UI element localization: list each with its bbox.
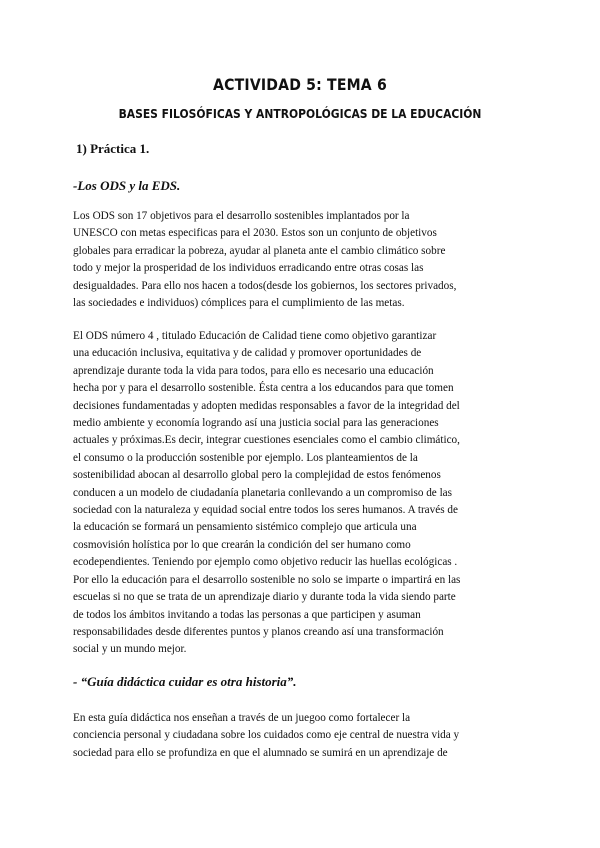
text-line: responsabilidades desde diferentes puntos y planos creando así una transformación	[73, 625, 444, 638]
text-line: actuales y próximas.Es decir, integrar cuestiones esenciales como el cambio climático,	[73, 434, 460, 447]
text-line: sociedad para ello se profundiza en que el alumnado se sumirá en un aprendizaje de	[73, 746, 448, 759]
text-line: UNESCO con metas especificas para el 2030. Estos son un conjunto de objetivos	[73, 227, 437, 240]
text-line: aprendizaje durante toda la vida para todos, para ello es necesario una educación	[73, 364, 434, 377]
text-line: globales para erradicar la pobreza, ayudar al planeta ante el cambio climático sobre	[73, 244, 446, 257]
text-line: ecodependientes. Teniendo por ejemplo como objetivo reducir las huellas ecológicas .	[73, 556, 458, 569]
text-line: social y un mundo mejor.	[73, 643, 187, 656]
text-line: medio ambiente y economía logrando así una justicia social para las generaciones	[73, 417, 439, 430]
text-line: desigualdades. Para ello nos hacen a todos(desde los gobiernos, los sectores privados,	[73, 279, 457, 292]
text-line: sostenibilidad abocan al desarrollo global pero la complejidad de estos fenómenos	[73, 469, 441, 482]
text-line: Por ello la educación para el desarrollo sostenible no solo se imparte o impartirá en las	[73, 573, 461, 586]
text-line: una educación inclusiva, equitativa y de calidad y promover oportunidades de	[73, 347, 422, 360]
document-subtitle: BASES FILOSÓFICAS Y ANTROPOLÓGICAS DE LA EDUCACIÓN	[118, 106, 482, 121]
paragraph-guia	[73, 710, 531, 762]
text-line: conciencia personal y ciudadana sobre los cuidados como eje central de nuestra vida y	[73, 729, 460, 742]
text-line: las sociedades e individuos) cómplices para el cumplimiento de las metas.	[73, 297, 405, 310]
text-line: escuelas si no que se trata de un aprendizaje diario y durante toda la vida siendo parte	[73, 591, 456, 604]
text-line: conducen a un modelo de ciudadanía planetaria conllevando a un compromiso de las	[73, 486, 452, 499]
text-line: Los ODS son 17 objetivos para el desarrollo sostenibles implantados por la	[73, 210, 410, 222]
section-heading-practica: 1) Práctica 1.	[76, 141, 150, 156]
section-heading-ods: -Los ODS y la EDS.	[73, 178, 181, 193]
text-line: cosmovisión holística por lo que crearán la condición del ser humano como	[73, 538, 411, 551]
text-line: El ODS número 4 , titulado Educación de Calidad tiene como objetivo garantizar	[73, 330, 437, 342]
text-line: En esta guía didáctica nos enseñan a través de un juegoo como fortalecer la	[73, 712, 411, 724]
document-title: ACTIVIDAD 5: TEMA 6	[213, 75, 387, 94]
text-line: de todos los ámbitos invitando a todas las personas a que participen y asuman	[73, 608, 421, 621]
text-line: hecha por y para el desarrollo sostenible. Ésta centra a los educandos para que tomen	[73, 382, 454, 395]
text-line: decisiones fundamentadas y adopten medidas responsables a favor de la integridad del	[73, 399, 460, 412]
text-line: el consumo o la producción sostenible por ejemplo. Los planteamientos de la	[73, 451, 418, 464]
paragraph-ods4	[73, 328, 531, 659]
text-line: todo y mejor la prosperidad de los individuos erradicando entre otras cosas las	[73, 262, 424, 275]
text-line: la educación se formará un pensamiento sistémico complejo que articula una	[73, 521, 417, 534]
section-heading-guia: - “Guía didáctica cuidar es otra historia”.	[73, 674, 297, 689]
text-line: sociedad con la naturaleza y equidad social entre todos los seres humanos. A través de	[73, 504, 458, 517]
paragraph-ods-intro	[73, 208, 531, 312]
